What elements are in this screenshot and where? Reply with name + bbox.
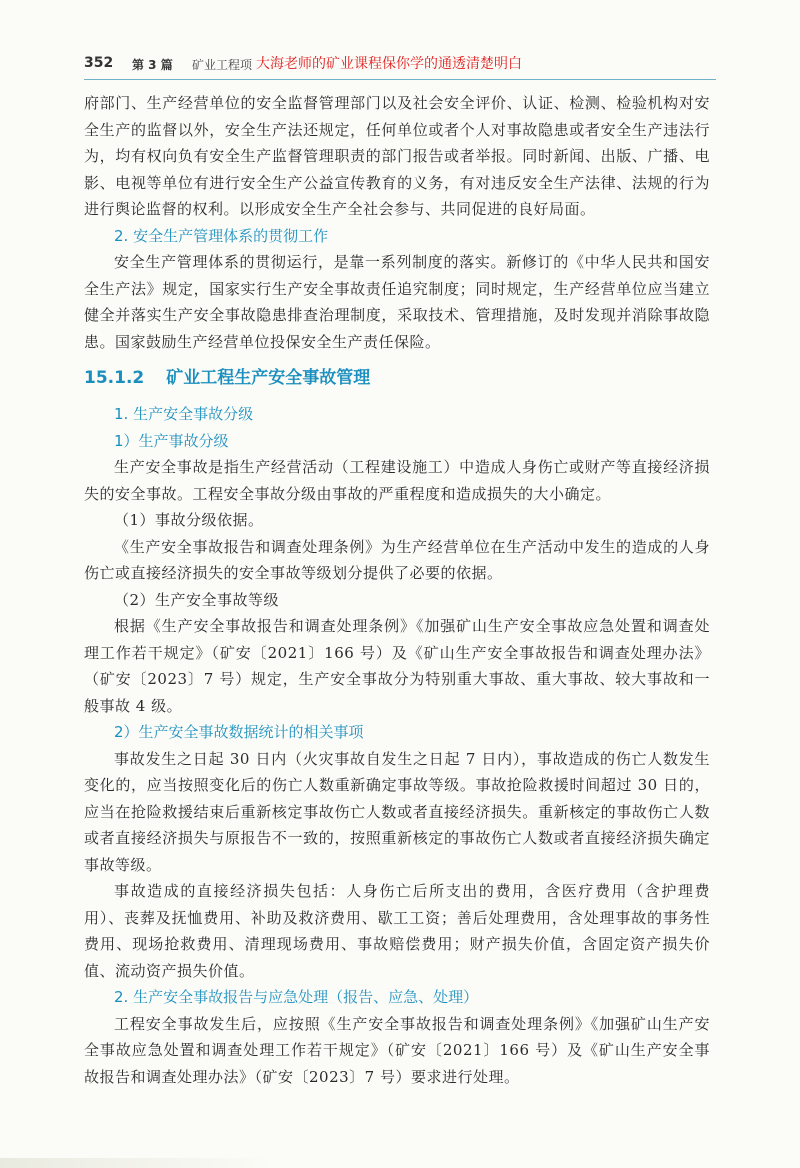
paragraph-6: 事故发生之日起 30 日内（火灾事故自发生之日起 7 日内），事故造成的伤亡人数发生变化的，应当按照变化后的伤亡人数重新确定事故等级。事故抢险救援时间超过 30 日的，应当在抢险救援结束后重新核定事故伤亡人数或者直接经济损失。重新核定的事故伤亡人数或者直接经济损失与原报告不一致的，按照重新核定的事故伤亡人数或者直接经济损失确定事故等级。 [84, 749, 710, 874]
paragraph-8: 工程安全事故发生后，应按照《生产安全事故报告和调查处理条例》《加强矿山生产安全事故应急处置和调查处理工作若干规定》（矿安〔2021〕166 号）及《矿山生产安全事故报告和调查处理办法》（矿安〔2023〕7 号）要求进行处理。 [84, 1014, 710, 1086]
heading-statistics: 2）生产安全事故数据统计的相关事项 [114, 723, 364, 741]
heading-production-accident-grading: 1）生产事故分级 [114, 431, 229, 450]
list-item-levels: （2）生产安全事故等级 [114, 590, 280, 609]
part-label: 第 3 篇 [132, 58, 173, 72]
running-header [84, 53, 716, 75]
header-rule [84, 79, 716, 80]
page-edge-shading [0, 1158, 270, 1168]
heading-accident-grading: 1. 生产安全事故分级 [114, 405, 254, 423]
paragraph-4: 《生产安全事故报告和调查处理条例》为生产经营单位在生产活动中发生的造成的人身伤亡或直接经济损失的安全事故等级划分提供了必要的依据。 [84, 537, 710, 582]
paragraph-2: 安全生产管理体系的贯彻运行，是靠一系列制度的落实。新修订的《中华人民共和国安全生产法》规定，国家实行生产安全事故责任追究制度；同时规定，生产经营单位应当建立健全并落实生产安全事故隐患排查治理制度，采取技术、管理措施，及时发现并消除事故隐患。国家鼓励生产经营单位投保安全生产责任保险。 [84, 253, 710, 351]
watermark-text: 大海老师的矿业课程保你学的通透清楚明白 [256, 56, 522, 72]
heading-report-emergency: 2. 生产安全事故报告与应急处理（报告、应急、处理） [114, 988, 479, 1006]
paragraph-5: 根据《生产安全事故报告和调查处理条例》《加强矿山生产安全事故应急处置和调查处理工作若干规定》（矿安〔2021〕166 号）及《矿山生产安全事故报告和调查处理办法》（矿安〔2023〕7 号）规定，生产安全事故分为特别重大事故、重大事故、较大事故和一般事故 4 级。 [84, 617, 710, 715]
section-number: 15.1.2 [84, 368, 145, 388]
section-title: 矿业工程生产安全事故管理 [166, 368, 371, 388]
page-body [84, 90, 710, 1090]
paragraph-1: 府部门、生产经营单位的安全监督管理部门以及社会安全评价、认证、检测、检验机构对安全生产的监督以外，安全生产法还规定，任何单位或者个人对事故隐患或者安全生产违法行为，均有权向负有安全生产监督管理职责的部门报告或者举报。同时新闻、出版、广播、电影、电视等单位有进行安全生产公益宣传教育的义务，有对违反安全生产法律、法规的行为进行舆论监督的权利。以形成安全生产全社会参与、共同促进的良好局面。 [84, 94, 710, 218]
page-number: 352 [84, 55, 114, 71]
paragraph-7: 事故造成的直接经济损失包括：人身伤亡后所支出的费用，含医疗费用（含护理费用）、丧葬及抚恤费用、补助及救济费用、歇工工资；善后处理费用，含处理事故的事务性费用、现场抢救费用、清理现场费用、事故赔偿费用；财产损失价值，含固定资产损失价值、流动资产损失价值。 [84, 882, 710, 980]
section-heading [84, 365, 710, 391]
heading-management-system: 2. 安全生产管理体系的贯彻工作 [114, 226, 329, 245]
paragraph-3: 生产安全事故是指生产经营活动（工程建设施工）中造成人身伤亡或财产等直接经济损失的安全事故。工程安全事故分级由事故的严重程度和造成损失的大小确定。 [84, 458, 710, 503]
list-item-basis: （1）事故分级依据。 [114, 511, 264, 529]
header-section-title: 矿业工程项 [192, 58, 253, 72]
